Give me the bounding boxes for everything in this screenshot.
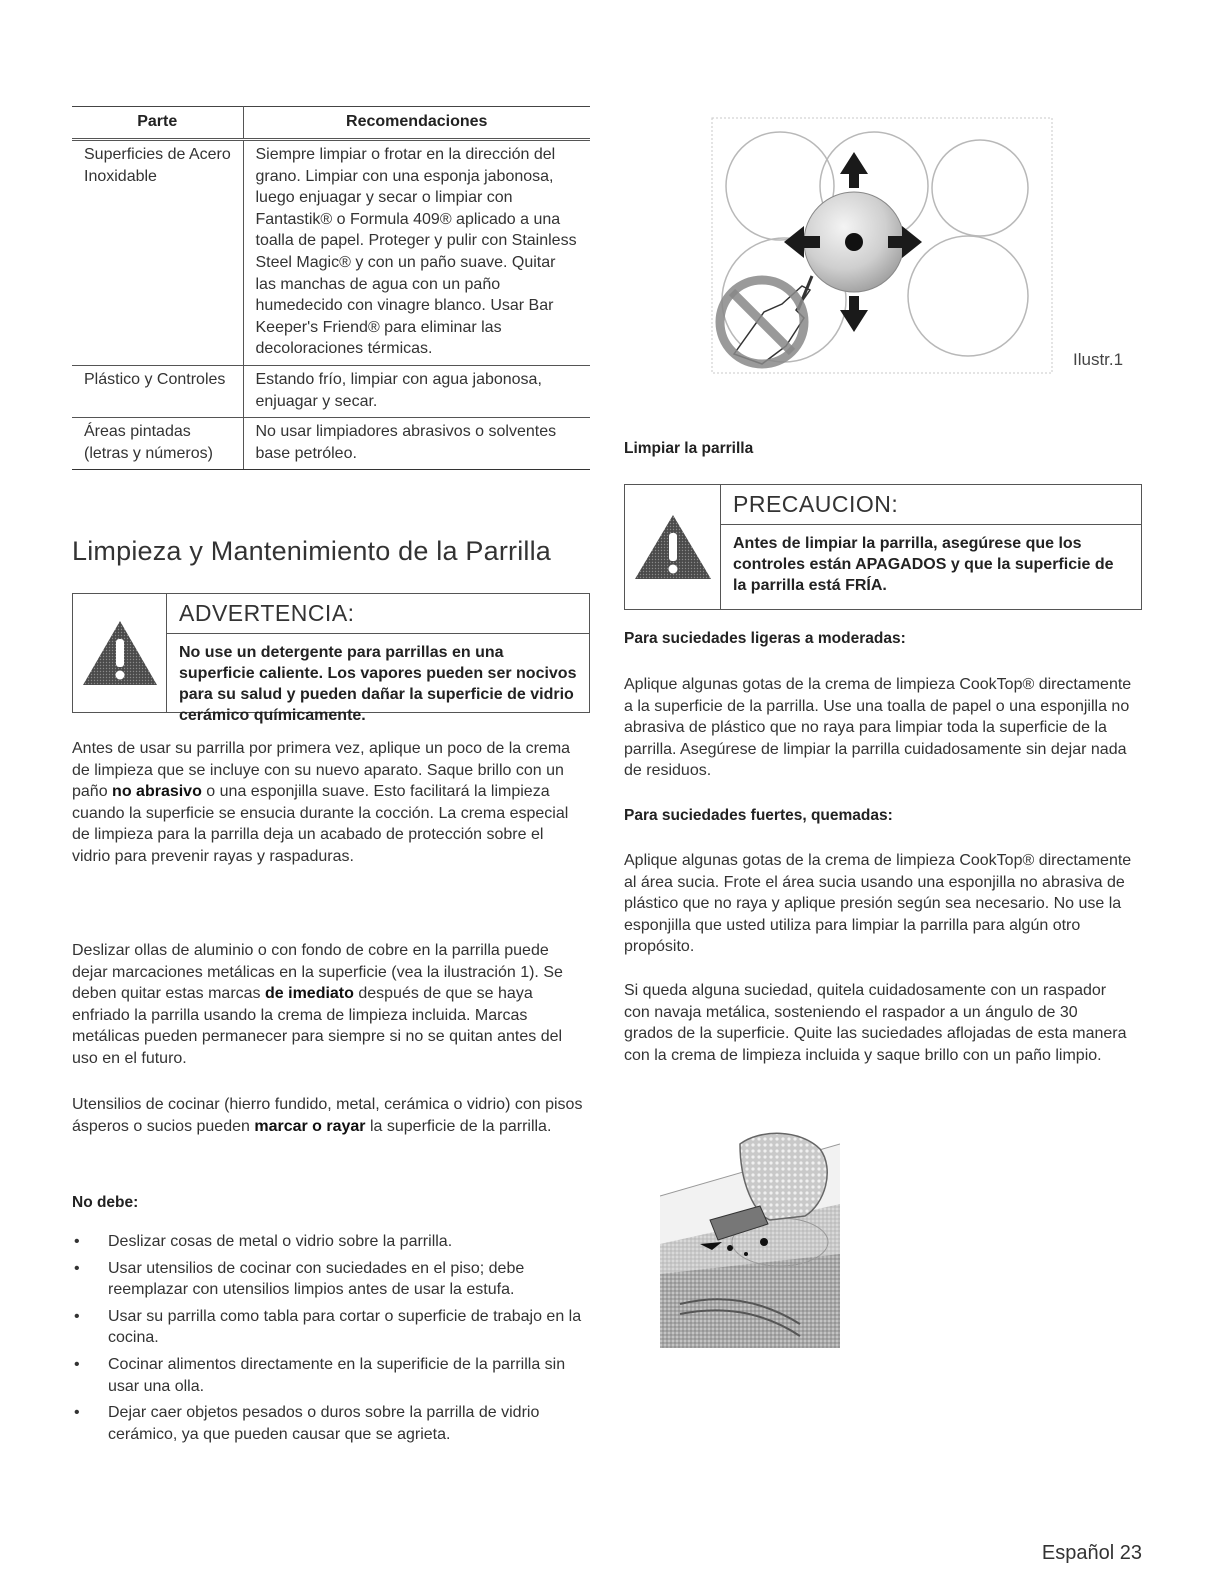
caution-icon-cell [625,485,721,609]
aluminum-paragraph [72,940,582,1070]
no-debe-list [72,1231,587,1450]
bullet-icon: • [74,1404,80,1422]
utensils-paragraph [72,1094,587,1137]
text-span: la superficie de la parrilla. [365,1117,552,1135]
caution-box [624,484,1142,610]
section-title: Limpieza y Mantenimiento de la Parrilla [72,536,552,566]
table-row [72,418,590,470]
list-item [72,1306,587,1349]
table-cell-part: Plástico y Controles [72,365,243,417]
heavy-soil-paragraph: Aplique algunas gotas de la crema de limpieza CookTop® directamente al área sucia. Frote el área sucia usando una esponjilla no abrasiva de plástico que no raya y aplique presión según sea necesario. No use la esponjilla que usted utiliza para limpiar la parrilla para algún otro propósito. [624,852,1132,956]
bullet-icon: • [74,1259,80,1277]
bullet-icon: • [74,1233,80,1250]
list-item [72,1354,587,1397]
warning-title: ADVERTENCIA: [167,594,589,634]
warning-box [72,593,590,724]
scraper-paragraph: Si queda alguna suciedad, quitela cuidadosamente con un raspador con navaja metálica, sosteniendo el raspador a un ángulo de 30 grados de la superficie. Quite las suciedades aflojadas de esta manera con la crema de limpieza incluida y saque brillo con un paño limpio. [624,982,1127,1064]
bullet-icon: • [74,1355,80,1373]
list-item-text: Cocinar alimentos directamente en la superificie de la parrilla sin usar una olla. [108,1355,566,1395]
table-cell-part: Áreas pintadas (letras y números) [72,418,243,470]
light-soil-paragraph: Aplique algunas gotas de la crema de limpieza CookTop® directamente a la superficie de la parrilla. Use una toalla de papel o una esponjilla no abrasiva de plástico que no raya para limpiar toda la superficie de la parrilla. Asegúrese de limpiar la parrilla cuidadosamente sin dejar nada de residuos. [624,676,1132,780]
list-item [72,1258,587,1301]
text-span: Deslizar ollas de aluminio o con fondo de cobre en la parrilla puede dejar marcaciones metálicas en la superficie (vea la ilustración 1). Se deben quitar estas marcas [72,942,563,1003]
list-item [72,1402,587,1445]
table-row [72,140,590,366]
table-row [72,365,590,417]
caution-text-cell [721,485,1141,609]
table-header-row [72,107,590,140]
illustration-label: Ilustr.1 [1073,350,1124,369]
no-debe-heading: No debe: [72,1194,139,1211]
column-header-parte: Parte [72,107,243,140]
table-cell-part: Superficies de Acero Inoxidable [72,140,243,366]
bold-text: no abrasivo [112,783,202,801]
text-span: después de que se haya enfriado la parrilla usando la crema de limpieza incluida. Marcas metálicas pueden permanecer para siempre si no se quitan antes del uso en el futuro. [72,985,563,1067]
page-footer: Español 23 [1041,1542,1142,1564]
heavy-soil-heading: Para suciedades fuertes, quemadas: [624,807,893,824]
text-span: Utensilios de cocinar (hierro fundido, metal, cerámica o vidrio) con pisos ásperos o sucios pueden [72,1096,583,1135]
warning-triangle-icon [81,619,159,687]
list-item-text: Deslizar cosas de metal o vidrio sobre la parrilla. [108,1233,453,1250]
list-item-text: Usar utensilios de cocinar con suciedades en el piso; debe reemplazar con utensilios limpios antes de usar la estufa. [108,1259,525,1299]
cooktop-illustration [704,114,1060,380]
intro-paragraph [72,738,582,868]
table-cell-recommendation: Siempre limpiar o frotar en la dirección del grano. Limpiar con una esponja jabonosa, luego enjuagar y secar o limpiar con Fantastik® o Formula 409® aplicado a una toalla de papel. Proteger y pulir con Stainless Steel Magic® y con un paño suave. Quitar las manchas de agua con un paño humedecido con vinagre blanco. Usar Bar Keeper's Friend® para eliminar las decoloraciones térmicas. [243,140,590,366]
list-item-text: Dejar caer objetos pesados o duros sobre la parrilla de vidrio cerámico, ya que pueden causar que se agrieta. [108,1404,540,1443]
list-item-text: Usar su parrilla como tabla para cortar o superficie de trabajo en la cocina. [108,1307,582,1347]
warning-body: No use un detergente para parrillas en una superficie caliente. Los vapores pueden ser nocivos para su salud y pueden dañar la superficie de vidrio cerámico químicamente. [179,644,577,724]
bold-text: marcar o rayar [254,1117,366,1135]
table-cell-recommendation: Estando frío, limpiar con agua jabonosa, enjuagar y secar. [243,365,590,417]
column-header-recomendaciones: Recomendaciones [243,107,590,140]
clean-cooktop-heading: Limpiar la parrilla [624,440,754,457]
caution-triangle-icon [633,513,713,581]
scraper-illustration [660,1124,840,1348]
care-table [72,106,590,470]
text-span: o una esponjilla suave. Esto facilitará la limpieza cuando la superficie se ensucia durante la cocción. La crema especial de limpieza para la parrilla deja un acabado de protección sobre el vidrio para prevenir rayas y raspaduras. [72,783,569,865]
caution-title: PRECAUCION: [721,485,1141,525]
text-span: Antes de usar su parrilla por primera vez, aplique un poco de la crema de limpieza que se incluye con su nuevo aparato. Saque brillo con un paño [72,740,571,801]
list-item [72,1231,587,1253]
warning-text-cell [167,594,589,724]
bold-text: de imediato [265,985,354,1003]
caution-body: Antes de limpiar la parrilla, asegúrese que los controles están APAGADOS y que la superficie de la parrilla está FRÍA. [733,535,1114,594]
table-cell-recommendation: No usar limpiadores abrasivos o solventes base petróleo. [243,418,590,470]
bullet-icon: • [74,1307,80,1325]
light-soil-heading: Para suciedades ligeras a moderadas: [624,630,906,647]
warning-icon-cell [73,594,167,712]
